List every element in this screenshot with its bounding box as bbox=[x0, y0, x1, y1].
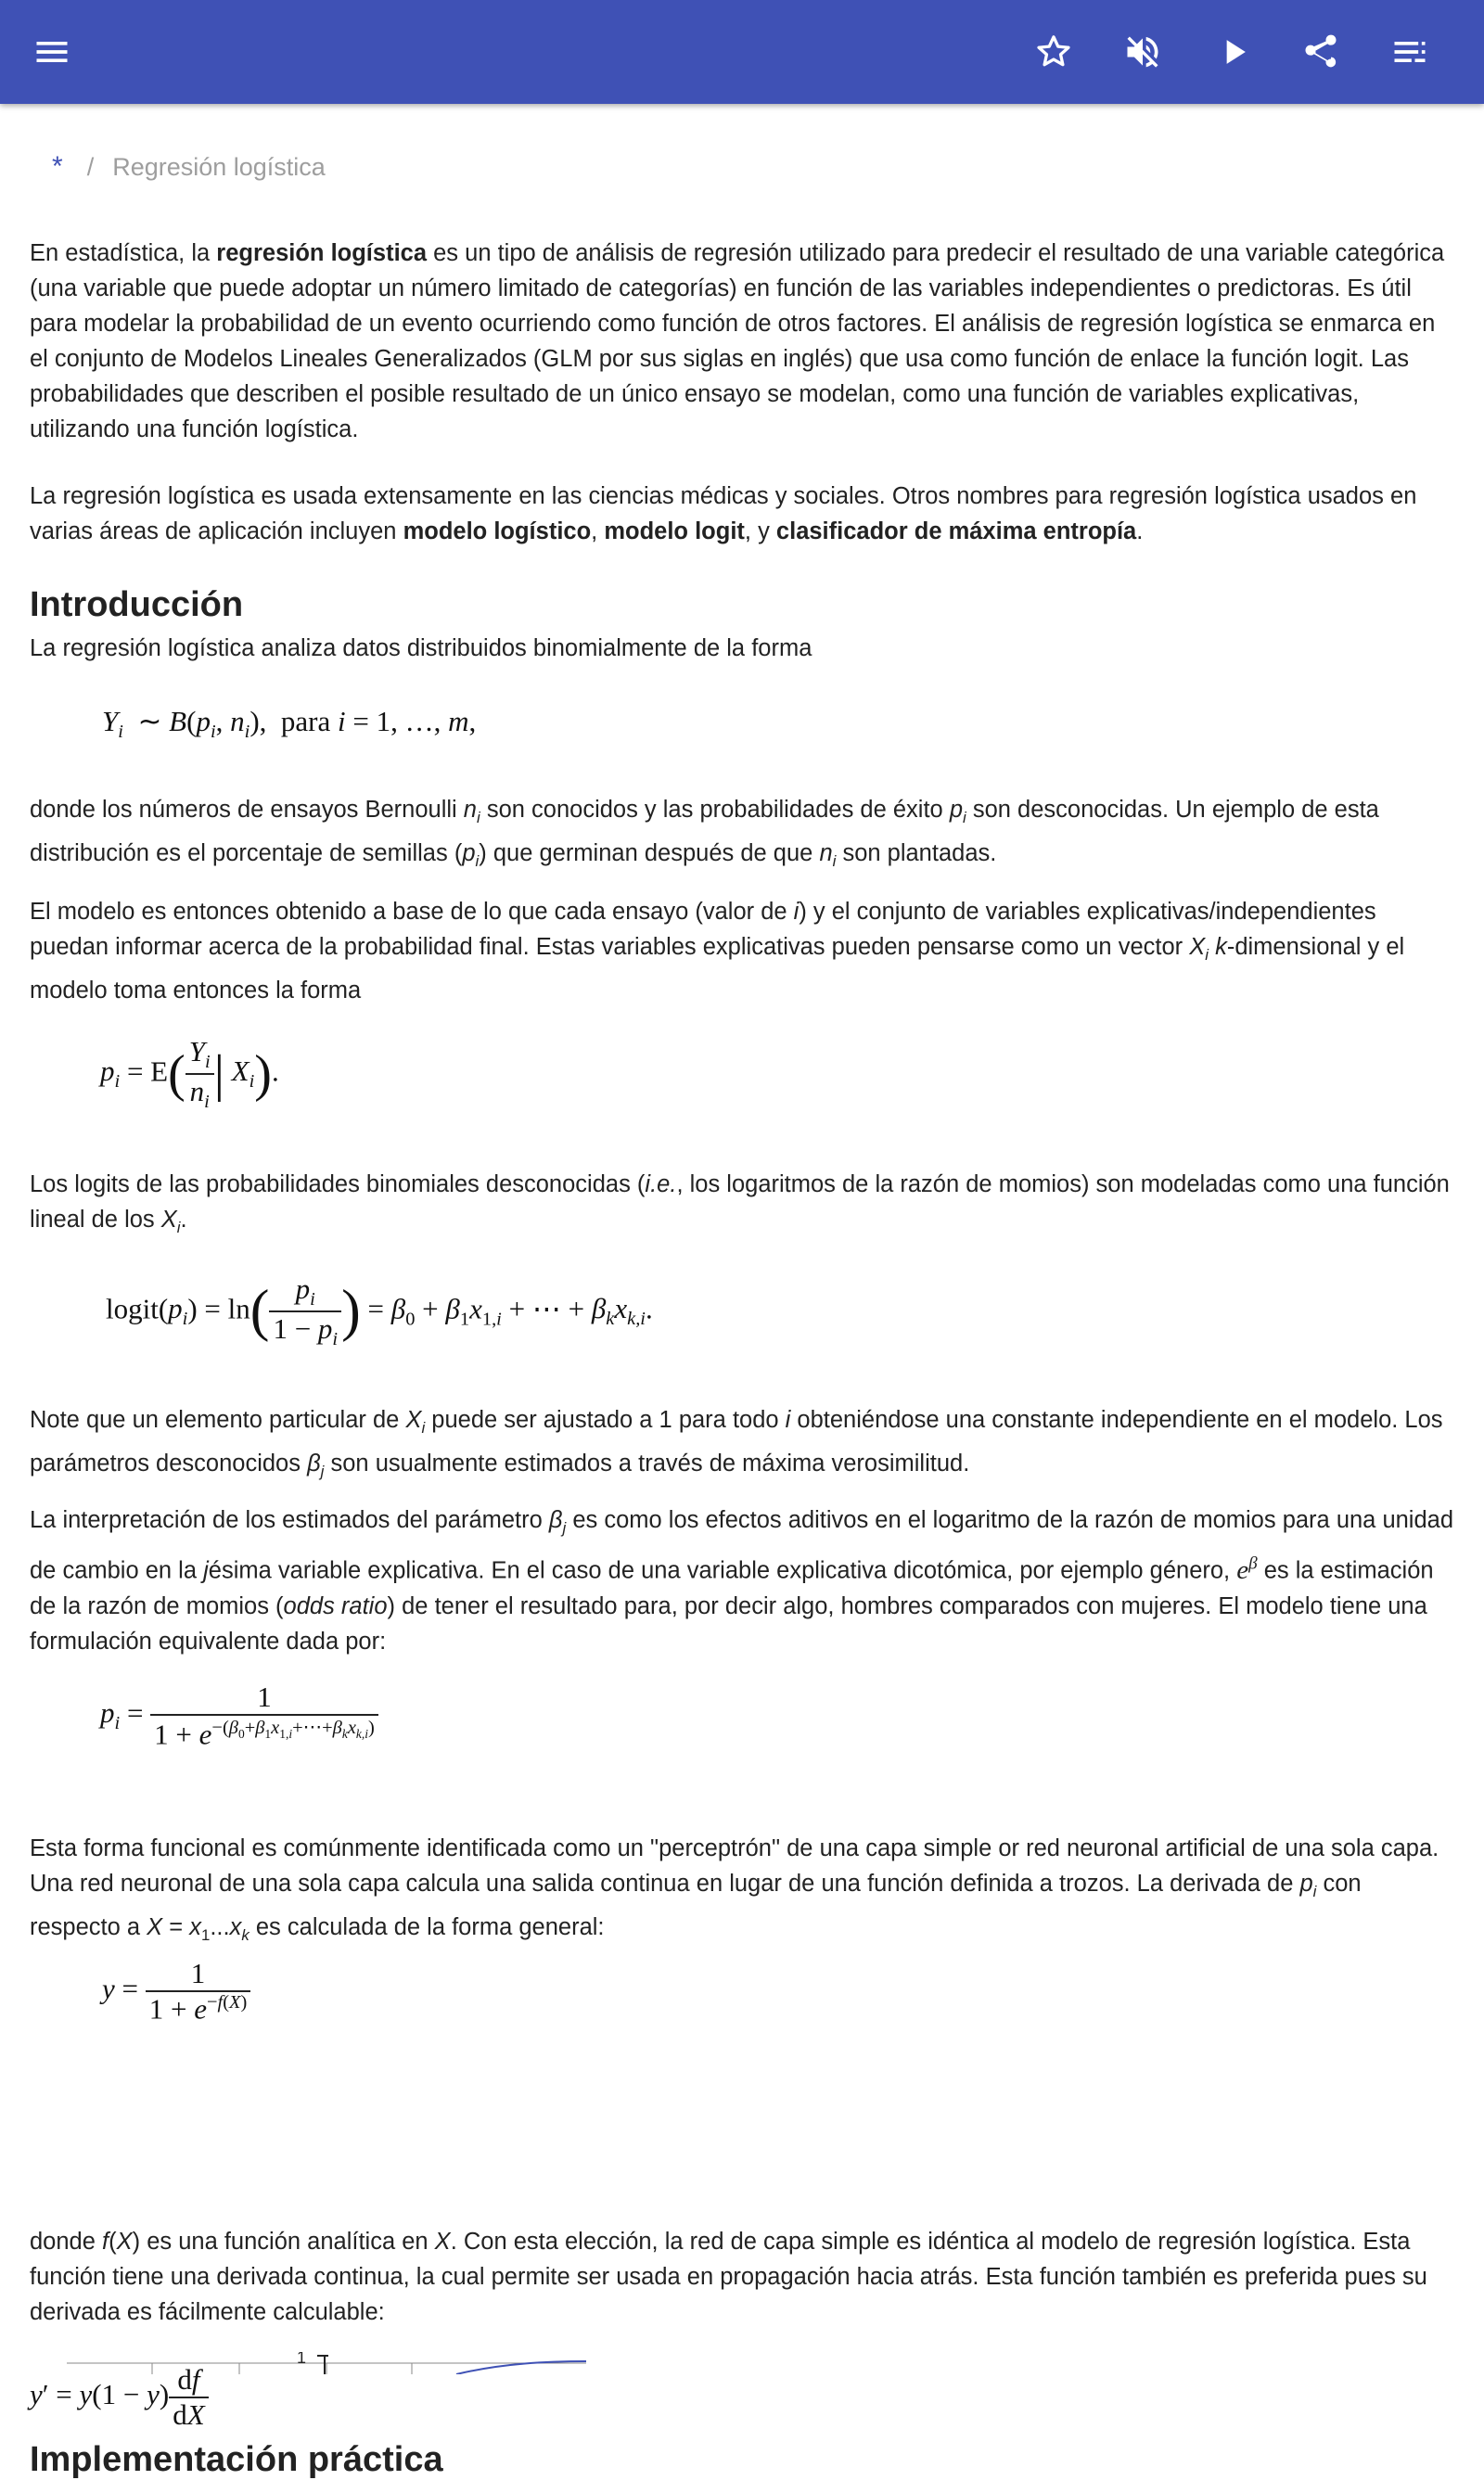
section-heading-implementacion: Implementación práctica bbox=[30, 2440, 443, 2479]
breadcrumb-home-link[interactable]: * bbox=[52, 151, 63, 182]
play-button[interactable] bbox=[1204, 22, 1263, 82]
intro-paragraph-1: En estadística, la regresión logística es un tipo de análisis de regresión utilizado para predecir el resultado de una variable categórica (una variable que puede adoptar un número limitado de categorías) en función de las variables independientes o predictoras. Es útil para modelar la probabilidad de un evento ocurriendo como función de otros factores. El análisis de regresión logística se enmarca en el conjunto de Modelos Lineales Generalizados (GLM por sus siglas en inglés) que usa como función de enlace la función logit. Las probabilidades que describen el posible resultado de un único ensayo se modelan, como una función de variables explicativas, utilizando una función logística. bbox=[30, 240, 1445, 442]
breadcrumb-current: Regresión logística bbox=[112, 153, 326, 181]
section-paragraph: donde f(X) es una función analítica en X. Con esta elección, la red de capa simple es idéntica al modelo de regresión logística. Esta función tiene una derivada continua, la cual permite ser usada en propagación hacia atrás. Esta función también es preferida pues su derivada es fácilmente calculable: bbox=[30, 2229, 1427, 2325]
play-icon bbox=[1213, 32, 1254, 72]
equation-sigmoid: y = $\frac{1}{1 + e^{-f(X)}}$ bbox=[102, 1957, 250, 2026]
app-bar bbox=[0, 0, 1484, 104]
section-paragraph: La interpretación de los estimados del parámetro $\beta_j$ es como los efectos aditivos en el logaritmo de la razón de momios para una unidad de cambio en la jésima variable explicativa. En el caso de una variable explicativa dicotómica, por ejemplo género, $e^\beta$ es la estimación de la razón de momios (odds ratio) de tener el resultado para, por decir algo, hombres comparados con mujeres. El modelo tiene una formulación equivalente dada por: bbox=[30, 1507, 1454, 1655]
equation-logit: $logit(p_i) = \ln$( $\frac{p_i}{1 - p_i}$ ) = $\beta_0 + \beta_1x_{1,i}$ + ⋯ + $\beta_kx_{k,i}$. bbox=[106, 1272, 653, 1350]
breadcrumb-separator: / bbox=[86, 153, 95, 181]
section-paragraph: Esta forma funcional es comúnmente identificada como un "perceptrón" de una capa simple or red neuronal artificial de una sola capa. Una red neuronal de una sola capa calcula una salida continua en lugar de una función definida a trozos. La derivada de $p_i$ con respecto a $X = x_1...x_k$ es calculada de la forma general: bbox=[30, 1835, 1439, 1945]
section-paragraph: La regresión logística analiza datos distribuidos binomialmente de la forma bbox=[30, 635, 812, 661]
equation-expectation: $p_i = E$( $\frac{Y_i}{n_i}$ | $X_i$). bbox=[100, 1035, 279, 1113]
star-outline-icon bbox=[1033, 32, 1074, 72]
volume-off-icon bbox=[1122, 32, 1163, 72]
menu-icon bbox=[32, 32, 72, 72]
table-of-contents-button[interactable] bbox=[1380, 22, 1439, 82]
equation-derivative: y′ = y(1 − y) $\frac{df}{dX}$ bbox=[30, 2363, 209, 2432]
breadcrumb bbox=[52, 148, 326, 185]
share-button[interactable] bbox=[1291, 22, 1350, 82]
section-paragraph: El modelo es entonces obtenido a base de lo que cada ensayo (valor de i) y el conjunto de variables explicativas/independientes puedan informar acerca de la probabilidad final. Estas variables explicativas pueden pensarse como un vector $X_i$ k-dimensional y el modelo toma entonces la forma bbox=[30, 899, 1405, 1004]
equation-text: para bbox=[280, 705, 331, 737]
section-paragraph: Note que un elemento particular de $X_i$ puede ser ajustado a 1 para todo i obteniéndose una constante independiente en el modelo. Los parámetros desconocidos $\beta_j$ son usualmente estimados a través de máxima verosimilitud. bbox=[30, 1407, 1443, 1481]
menu-button[interactable] bbox=[22, 22, 82, 82]
logistic-curve-chart bbox=[67, 2352, 586, 2374]
equation-binomial: $Y_i$ ∼ $B(p_i$, $n_i$), para i = 1, …, m, bbox=[102, 705, 477, 743]
section-heading-introduccion: Introducción bbox=[30, 585, 244, 624]
chart-tick-label: 1 bbox=[297, 2352, 307, 2367]
share-icon bbox=[1300, 32, 1341, 72]
section-paragraph: Los logits de las probabilidades binomiales desconocidas (i.e., los logaritmos de la razón de momios) son modeladas como una función lineal de los $X_i$. bbox=[30, 1171, 1450, 1237]
equation-logistic: $p_i$ = $\frac{1}{1 + e^{-(\beta_0+\beta_1x_{1,i}+\cdots+\beta_kx_{k,i})}}$ bbox=[100, 1681, 378, 1751]
playlist-icon bbox=[1389, 32, 1430, 72]
section-paragraph: donde los números de ensayos Bernoulli $n_i$ son conocidos y las probabilidades de éxito $p_i$ son desconocidas. Un ejemplo de esta distribución es el porcentaje de semillas $(p_i)$ que germinan después de que $n_i$ son plantadas. bbox=[30, 797, 1379, 871]
intro-paragraph-2: La regresión logística es usada extensamente en las ciencias médicas y sociales. Otros nombres para regresión logística usados en varias áreas de aplicación incluyen modelo logístico, modelo logit, y clasificador de máxima entropía. bbox=[30, 483, 1417, 544]
bookmark-button[interactable] bbox=[1024, 22, 1083, 82]
mute-button[interactable] bbox=[1113, 22, 1172, 82]
